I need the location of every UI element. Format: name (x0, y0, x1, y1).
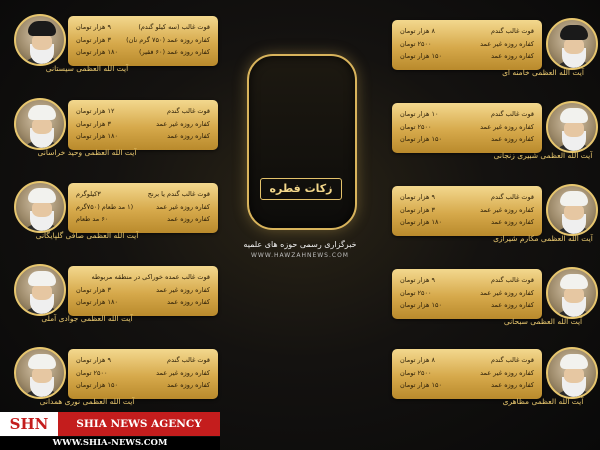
zakat-panel (392, 349, 542, 399)
portrait (546, 347, 598, 399)
row-label: قوت غالب گندم (491, 110, 534, 118)
hawzah-agency-name: خبرگزاری رسمی حوزه های علمیه (243, 240, 357, 249)
marja-card (392, 269, 600, 325)
marja-name: آیت الله العظمی سیستانی (45, 64, 129, 73)
portrait (14, 264, 66, 316)
portrait (14, 14, 66, 66)
marja-card (12, 100, 220, 156)
marja-card (12, 266, 220, 322)
marja-name: آیت الله العظمی صافی گلپایگانی (35, 231, 139, 240)
row-value: ۱۵۰ هزار تومان (400, 52, 442, 60)
marja-card (392, 349, 600, 405)
row-label: کفاره روزه غیر عمد (156, 368, 210, 377)
marja-name: آیت الله العظمی خامنه ای (502, 68, 584, 77)
portrait (14, 98, 66, 150)
row-value: ۱۵۰ هزار تومان (400, 381, 442, 389)
zakat-panel (392, 269, 542, 319)
row-label: کفاره روزه عمد (167, 298, 210, 306)
row-value: ۳ هزار تومان (76, 35, 111, 44)
portrait (14, 347, 66, 399)
portrait (14, 181, 66, 233)
row-value: ۱۵۰ هزار تومان (400, 135, 442, 143)
row-label: کفاره روزه عمد (۷۵۰ گرم نان) (126, 35, 210, 44)
row-label: قوت غالب گندم (167, 356, 210, 364)
shia-news-url: WWW.SHIA-NEWS.COM (0, 437, 220, 450)
row-label: قوت غالب گندم (491, 356, 534, 364)
row-label: کفاره روزه غیر عمد (156, 285, 210, 294)
row-value: ۲۵۰۰ تومان (76, 368, 108, 377)
marja-card (12, 183, 220, 239)
zakat-title: زکات فطره (260, 178, 342, 200)
zakat-panel (68, 16, 218, 66)
portrait (546, 184, 598, 236)
row-value: ۱۵۰ هزار تومان (400, 301, 442, 309)
row-value: ۲۵۰۰ تومان (400, 288, 432, 297)
row-label: قوت غالب گندم (491, 193, 534, 201)
row-value: ۱۸۰ هزار تومان (76, 48, 118, 56)
row-value: ۸ هزار تومان (400, 356, 435, 364)
marja-card (392, 103, 600, 159)
row-value: ۶۰ مد طعام (76, 215, 109, 223)
row-label: کفاره روزه عمد (491, 301, 534, 309)
row-label: کفاره روزه غیر عمد (156, 202, 210, 211)
zakat-panel (68, 266, 218, 316)
portrait (546, 267, 598, 319)
row-value: ۳کیلوگرم (76, 190, 101, 198)
row-label: کفاره روزه غیر عمد (480, 39, 534, 48)
crescent-moon-icon (262, 86, 340, 164)
row-label: قوت غالب گندم (167, 107, 210, 115)
row-label: کفاره روزه عمد (491, 218, 534, 226)
row-value: ۹ هزار تومان (76, 356, 111, 364)
row-label: قوت غالب گندم (491, 27, 534, 35)
row-label: کفاره روزه عمد (167, 132, 210, 140)
row-label: کفاره روزه عمد (167, 381, 210, 389)
row-value: ۳ هزار تومان (400, 205, 435, 214)
row-label: کفاره روزه غیر عمد (480, 122, 534, 131)
marja-name: آیت الله العظمی جوادی آملی (41, 314, 133, 323)
row-value: ۹ هزار تومان (76, 23, 111, 31)
marja-card (392, 20, 600, 76)
row-value: ۱۸۰ هزار تومان (400, 218, 442, 226)
row-label: کفاره روزه غیر عمد (480, 205, 534, 214)
row-label: قوت غالب (سه کیلو گندم) (138, 23, 210, 31)
row-value: ۱۸۰ هزار تومان (76, 298, 118, 306)
row-value: ۹ هزار تومان (400, 276, 435, 284)
marja-name: آیت الله العظمی مکارم شیرازی (493, 234, 593, 243)
zakat-panel (392, 186, 542, 236)
row-label: کفاره روزه عمد (491, 135, 534, 143)
row-value: ۸ هزار تومان (400, 27, 435, 35)
row-label: کفاره روزه غیر عمد (156, 119, 210, 128)
marja-card (12, 16, 220, 72)
row-label: کفاره روزه غیر عمد (480, 368, 534, 377)
marja-name: آیت الله العظمی مظاهری (502, 397, 584, 406)
row-label: کفاره روزه عمد (491, 52, 534, 60)
row-value: (۱ مد طعام (۷۵۰گرم (76, 202, 134, 211)
marja-name: آیت الله العظمی شبیری زنجانی (493, 151, 593, 160)
row-value: ۲۵۰۰ تومان (400, 39, 432, 48)
zakat-panel (392, 20, 542, 70)
row-label: قوت غالب گندم (491, 276, 534, 284)
row-value: ۳ هزار تومان (76, 119, 111, 128)
marja-card (12, 349, 220, 405)
row-value: ۹ هزار تومان (400, 193, 435, 201)
row-value: ۱۲ هزار تومان (76, 107, 115, 115)
watermark (0, 412, 220, 450)
zakat-panel (68, 183, 218, 233)
marja-card (392, 186, 600, 242)
row-value: ۲۵۰۰ تومان (400, 122, 432, 131)
row-value: ۳ هزار تومان (76, 285, 111, 294)
marja-name: آیت الله العظمی وحید خراسانی (37, 148, 137, 157)
row-label: کفاره روزه عمد (۶۰ فقیر) (138, 48, 210, 56)
row-label: قوت غالب عمده خوراکی در منطقه مربوطه (91, 273, 210, 281)
portrait (546, 101, 598, 153)
row-label: کفاره روزه عمد (167, 215, 210, 223)
row-value: ۱۰ هزار تومان (400, 110, 439, 118)
marja-name: آیت الله العظمی سبحانی (503, 317, 583, 326)
row-value: ۱۸۰ هزار تومان (76, 132, 118, 140)
shn-logo: SHN (0, 412, 58, 436)
zakat-panel (68, 349, 218, 399)
row-value: ۱۵۰ هزار تومان (76, 381, 118, 389)
row-label: کفاره روزه غیر عمد (480, 288, 534, 297)
zakat-panel (68, 100, 218, 150)
row-value: ۲۵۰۰ تومان (400, 368, 432, 377)
hawzah-url: WWW.HAWZAHNEWS.COM (251, 252, 349, 259)
row-label: قوت غالب گندم یا برنج (147, 190, 210, 198)
portrait (546, 18, 598, 70)
row-label: کفاره روزه عمد (491, 381, 534, 389)
zakat-panel (392, 103, 542, 153)
shia-news-agency-label: SHIA NEWS AGENCY (58, 412, 220, 436)
marja-name: آیت الله العظمی نوری همدانی (39, 397, 135, 406)
